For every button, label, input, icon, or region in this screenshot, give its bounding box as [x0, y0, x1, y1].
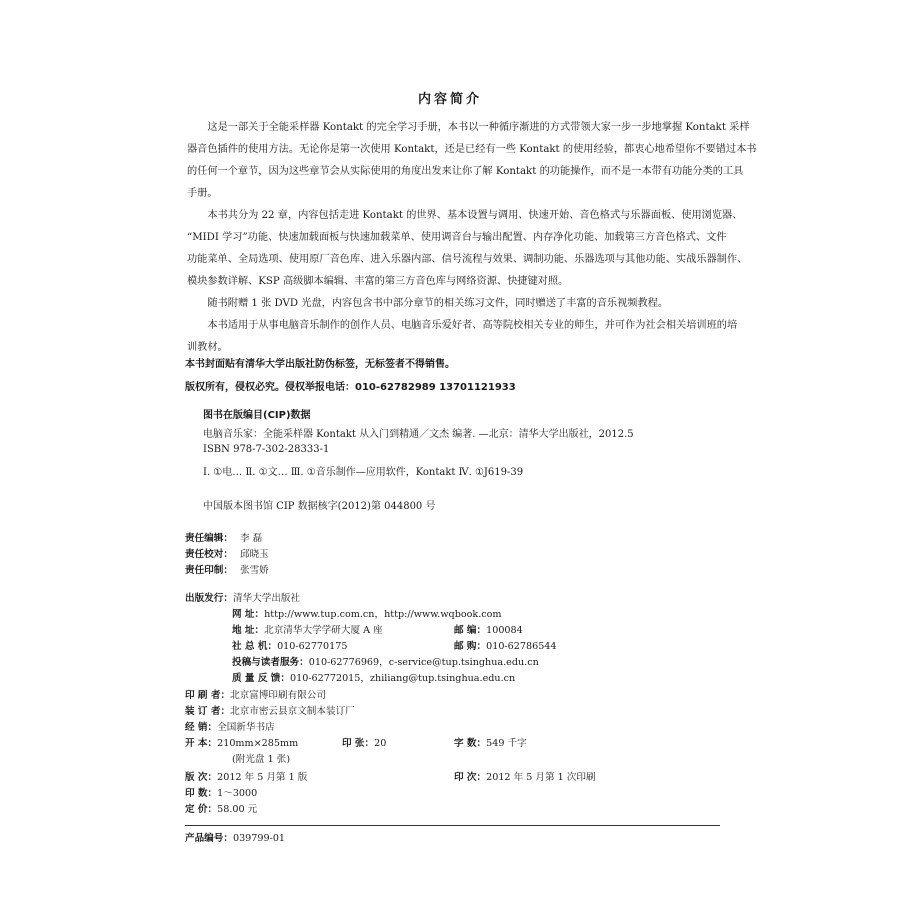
mail-order-line	[454, 638, 557, 652]
price-line	[185, 801, 257, 815]
staff-key: 责任编辑：	[185, 533, 233, 544]
intro-line: 模块参数详解、KSP 高级脚本编辑、丰富的第三方音色库与网络资源、快捷键对照。	[187, 276, 569, 287]
reader-service-value: 010-62776969，c-service@tup.tsinghua.edu.cn	[308, 657, 539, 668]
switchboard-line	[232, 638, 347, 652]
sheets-value: 20	[374, 738, 387, 749]
intro-line: 本书共分为 22 章，内容包括走进 Kontakt 的世界、基本设置与调用、快速开始、音色格式与乐器面板、使用浏览器、	[207, 210, 743, 221]
intro-line: 的任何一个章节，因为这些章节会从实际使用的角度出发来让你了解 Kontakt 的功能操作，而不是一本带有功能分类的工具	[187, 166, 744, 177]
staff-key: 责任校对：	[185, 549, 233, 560]
staff-key: 责任印制：	[185, 565, 233, 576]
distributor-line	[185, 719, 275, 733]
distributor-key: 经 销：	[185, 722, 218, 733]
reader-service-line	[232, 654, 539, 668]
price-key: 定 价：	[185, 804, 218, 815]
intro-paragraph-2	[187, 205, 748, 293]
publisher-key: 出版发行：	[185, 593, 233, 604]
printer-value: 北京富博印刷有限公司	[230, 690, 326, 701]
intro-line: 随书附赠 1 张 DVD 光盘，内容包含书中部分章节的相关练习文件，同时赠送了丰富的音乐视频教程。	[207, 298, 669, 309]
switchboard-key: 社 总 机：	[232, 641, 278, 652]
intro-line: 手册。	[187, 188, 218, 199]
address-key: 地 址：	[232, 625, 265, 636]
mail-order-value: 010-62786544	[486, 641, 557, 652]
quality-feedback-value: 010-62772015，zhiliang@tup.tsinghua.edu.cn	[290, 673, 516, 684]
anti-counterfeit-notice: 本书封面贴有清华大学出版社防伪标签，无标签者不得销售。	[185, 359, 455, 370]
intro-line: 器音色插件的使用方法。无论你是第一次使用 Kontakt，还是已经有一些 Kontakt 的使用经验，都衷心地希望你不要错过本书	[187, 144, 757, 155]
edition-line	[185, 769, 307, 783]
address-value: 北京清华大学学研大厦 A 座	[264, 625, 383, 636]
disc-note: (附光盘 1 张)	[232, 754, 291, 765]
sheets-key: 印 张：	[342, 738, 375, 749]
copyright-notice: 版权所有，侵权必究。侵权举报电话：010-62782989 13701121933	[185, 382, 516, 393]
divider-rule	[185, 825, 720, 826]
binder-key: 装 订 者：	[185, 706, 231, 717]
product-number-key: 产品编号：	[185, 833, 233, 844]
edition-key: 版 次：	[185, 772, 218, 783]
staff-value: 李 磊	[240, 533, 263, 544]
impression-key: 印 次：	[454, 772, 487, 783]
cip-heading: 图书在版编目(CIP)数据	[203, 410, 311, 421]
intro-line: 训教材。	[187, 342, 228, 353]
staff-proofreader	[185, 546, 269, 560]
reader-service-key: 投稿与读者服务：	[232, 657, 309, 668]
binder-line	[185, 703, 355, 717]
cip-classification: Ⅰ. ①电… Ⅱ. ①文… Ⅲ. ①音乐制作—应用软件，Kontakt Ⅳ. ①J619-39	[203, 467, 524, 478]
format-line	[185, 735, 298, 749]
cip-title-line: 电脑音乐家：全能采样器 Kontakt 从入门到精通／文杰 编著. —北京：清华大学出版社，2012.5	[203, 429, 634, 440]
switchboard-value: 010-62770175	[277, 641, 348, 652]
print-run-value: 1～3000	[217, 788, 258, 799]
publisher-line	[185, 590, 300, 604]
print-run-line	[185, 785, 257, 799]
sheets-line	[342, 735, 386, 749]
staff-editor	[185, 530, 262, 544]
quality-feedback-key: 质 量 反 馈：	[232, 673, 290, 684]
cip-isbn: ISBN 978-7-302-28333-1	[203, 444, 330, 455]
format-key: 开 本：	[185, 738, 218, 749]
impression-value: 2012 年 5 月第 1 次印刷	[486, 772, 596, 783]
product-number-line	[185, 830, 285, 844]
intro-paragraph-3	[187, 293, 727, 315]
intro-paragraph-1	[187, 117, 757, 205]
staff-value: 张雪娇	[240, 565, 269, 576]
intro-line: 这是一部关于全能采样器 Kontakt 的完全学习手册，本书以一种循序渐进的方式带领大家一步一步地掌握 Kontakt 采样	[207, 122, 750, 133]
format-value: 210mm×285mm	[217, 738, 299, 749]
website-key: 网 址：	[232, 609, 265, 620]
zip-key: 邮 编：	[454, 625, 487, 636]
staff-value: 邱晓玉	[240, 549, 269, 560]
website-line	[232, 606, 502, 620]
edition-value: 2012 年 5 月第 1 版	[217, 772, 308, 783]
cip-core-number: 中国版本图书馆 CIP 数据核字(2012)第 044800 号	[203, 501, 436, 512]
publisher-value: 清华大学出版社	[232, 593, 301, 604]
address-line	[232, 622, 383, 636]
zip-value: 100084	[486, 625, 523, 636]
zip-line	[454, 622, 523, 636]
website-value: http://www.tup.com.cn，http://www.wqbook.com	[264, 609, 502, 620]
staff-print-manager	[185, 562, 269, 576]
mail-order-key: 邮 购：	[454, 641, 487, 652]
word-count-value: 549 千字	[486, 738, 527, 749]
page-title: 内容简介	[417, 92, 482, 107]
quality-feedback-line	[232, 670, 515, 684]
intro-line: 功能菜单、全局选项、使用原厂音色库、进入乐器内部、信号流程与效果、调制功能、乐器选项与其他功能、实战乐器制作、	[187, 254, 748, 265]
word-count-key: 字 数：	[454, 738, 487, 749]
print-run-key: 印 数：	[185, 788, 218, 799]
intro-paragraph-4	[187, 315, 738, 359]
intro-line: “MIDI 学习”功能、快速加载面板与快速加载菜单、使用调音台与输出配置、内存净化功能、加载第三方音色格式、文件	[187, 232, 727, 243]
word-count-line	[454, 735, 527, 749]
price-value: 58.00 元	[217, 804, 258, 815]
printer-line	[185, 687, 326, 701]
intro-line: 本书适用于从事电脑音乐制作的创作人员、电脑音乐爱好者、高等院校相关专业的师生，并可作为社会相关培训班的培	[207, 320, 738, 331]
distributor-value: 全国新华书店	[217, 722, 275, 733]
binder-value: 北京市密云县京文制本装订厂	[230, 706, 355, 717]
product-number-value: 039799-01	[232, 833, 286, 844]
printer-key: 印 刷 者：	[185, 690, 231, 701]
impression-line	[454, 769, 596, 783]
